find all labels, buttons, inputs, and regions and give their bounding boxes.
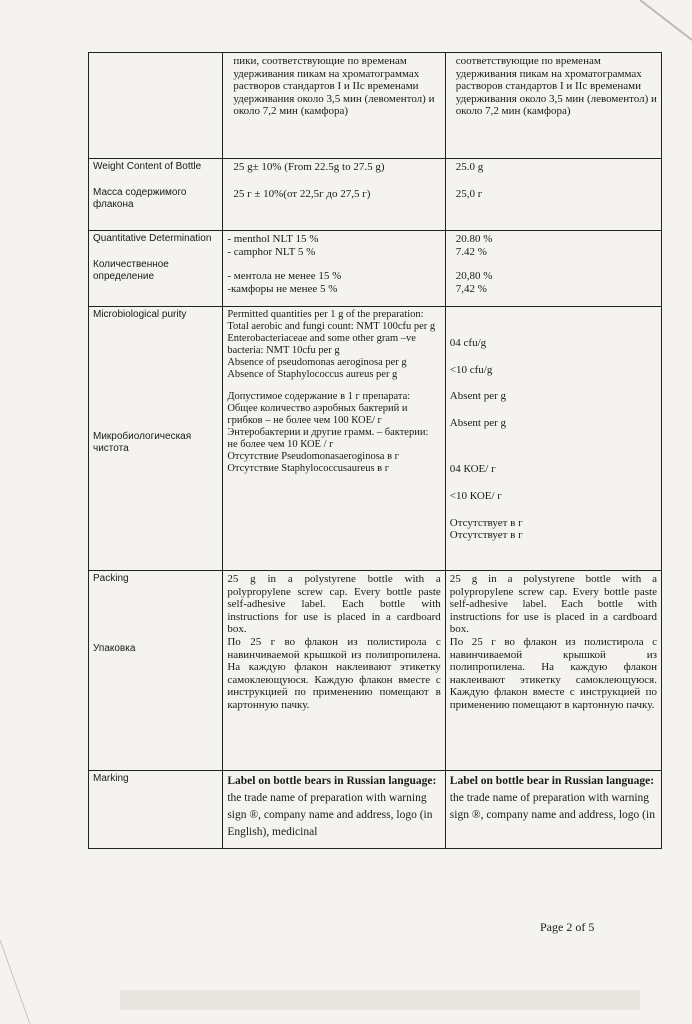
- result-en: 25 g in a polystyrene bottle with a polypropylene screw cap. Every bottle paste self-adhesive label. Each bottle with instructions for use is placed in a cardboard box.: [449, 573, 657, 636]
- spec-en-enterobacteria: Enterobacteriaceae and some other gram –ve bacteria: NMT 10cfu per g: [227, 333, 416, 356]
- spec-cell: пики, соответствующие по временам удерживания пикам на хроматограммах растворов стандартов I и IIс временами удерживания около 3,5 мин (левоментол) и около 7,2 мин (камфора): [223, 53, 445, 159]
- table-row-weight: [89, 159, 662, 231]
- label-ru: Масса содержимого флакона: [93, 187, 187, 210]
- result-bold: Label on bottle bear in Russian language:: [449, 775, 655, 787]
- label-en: Packing: [93, 573, 129, 584]
- spec-en-staphylococcus: Absence of Staphylococcus aureus per g: [227, 369, 398, 380]
- spec-en-camphor: - camphor NLT 5 %: [227, 245, 316, 258]
- label-ru: Количественное определение: [93, 259, 169, 282]
- label-ru: Упаковка: [93, 643, 136, 654]
- spec-cell: [223, 771, 445, 849]
- spec-ru-staphylococcus: Отсутствие Staphylococcusaureus в г: [227, 463, 390, 474]
- spec-text: the trade name of preparation with warning sign ®, company name and address, logo (in English), medicinal: [227, 792, 433, 838]
- spec-cell: [223, 307, 445, 571]
- result-ru: По 25 г во флакон из полистирола с навинчиваемой крышкой из полипропилена. На каждую флакон наклеивают этикетку самоклеющуюся. Каждую флакон вместе с инструкцией по применению помещают в картонную пачку.: [449, 635, 657, 711]
- result-cell: [445, 571, 661, 771]
- spec-ru-pseudomonas: Отсутствие Pseudomonasaeroginosa в г: [227, 451, 399, 462]
- table-row-continuation: [89, 53, 662, 159]
- spec-en-menthol: - menthol NLT 15 %: [227, 233, 319, 245]
- spec-ru-camphor: -камфоры не менее 5 %: [227, 282, 338, 295]
- spec-en-aerobic: Total aerobic and fungi count: NMT 100cfu per g: [227, 321, 436, 332]
- result-en-camphor: 7.42 %: [455, 245, 487, 258]
- spec-cell: [223, 159, 445, 231]
- result-ru: 25,0 г: [455, 187, 483, 200]
- spec-bold: Label on bottle bears in Russian language:: [227, 775, 437, 787]
- table-row-microbiological: [89, 307, 662, 571]
- spec-ru: 25 г ± 10%(от 22,5г до 27,5 г): [233, 187, 371, 200]
- label-en: Quantitative Determination: [93, 233, 212, 244]
- table-row-marking: [89, 771, 662, 849]
- table-row-quantitative: [89, 231, 662, 307]
- result-en-staphylococcus: Absent per g: [449, 416, 507, 429]
- spec-ru-aerobic: Общее количество аэробных бактерий и грибков – не более чем 100 КОЕ/ г: [227, 403, 408, 426]
- result-cell: [445, 159, 661, 231]
- spec-ru-intro: Допустимое содержание в 1 г препарата:: [227, 391, 411, 402]
- result-text: the trade name of preparation with warning sign ®, company name and address, logo (in: [449, 792, 655, 821]
- result-en-menthol: 20.80 %: [455, 233, 493, 245]
- result-ru-menthol: 20,80 %: [455, 270, 493, 283]
- spec-en: 25 g in a polystyrene bottle with a polypropylene screw cap. Every bottle paste self-adhesive label. Each bottle with instructions for use is placed in a cardboard box.: [227, 573, 441, 636]
- result-cell: [445, 307, 661, 571]
- result-en: 25.0 g: [455, 161, 484, 173]
- result-ru-aerobic: 04 КОЕ/ г: [449, 463, 496, 476]
- label-cell: [89, 771, 223, 849]
- spec-en-pseudomonas: Absence of pseudomonas aeroginosa per g: [227, 357, 407, 368]
- label-en: Microbiological purity: [93, 309, 187, 320]
- result-cell: [445, 771, 661, 849]
- result-en-enterobacteria: <10 cfu/g: [449, 363, 493, 376]
- result-cell: соответствующие по временам удерживания пикам на хроматограммах растворов стандартов I и IIс временами удерживания около 3,5 мин (левоментол) и около 7,2 мин (камфора): [445, 53, 661, 159]
- page-number: Page 2 of 5: [540, 920, 595, 934]
- spec-ru-menthol: - ментола не менее 15 %: [227, 270, 342, 283]
- spec-ru: По 25 г во флакон из полистирола с навинчиваемой крышкой из полипропилена. На каждую флакон наклеивают этикетку самоклеющуюся. Каждую флакон вместе с инструкцией по применению помещают в картонную пачку.: [227, 635, 441, 711]
- result-en-aerobic: 04 cfu/g: [449, 337, 487, 349]
- spec-ru-enterobacteria: Энтеробактерии и другие грамм. – бактерии: не более чем 10 КОЕ / г: [227, 427, 429, 450]
- spec-en: 25 g± 10% (From 22.5g to 27.5 g): [233, 161, 385, 173]
- result-en-pseudomonas: Absent per g: [449, 390, 507, 403]
- label-en: Marking: [93, 773, 129, 784]
- spec-en-intro: Permitted quantities per 1 g of the preparation:: [227, 309, 424, 320]
- label-cell: [89, 159, 223, 231]
- result-ru-staphylococcus: Отсутствует в г: [449, 529, 523, 542]
- label-ru: Микробиологическая чистота: [93, 431, 192, 454]
- result-ru-camphor: 7,42 %: [455, 282, 487, 295]
- result-ru-pseudomonas: Отсутствует в г: [449, 516, 523, 529]
- result-ru-enterobacteria: <10 КОЕ/ г: [449, 489, 502, 502]
- label-cell: [89, 571, 223, 771]
- table-row-packing: [89, 571, 662, 771]
- result-cell: [445, 231, 661, 307]
- label-cell: [89, 53, 223, 159]
- spec-cell: [223, 231, 445, 307]
- spec-cell: [223, 571, 445, 771]
- label-cell: [89, 231, 223, 307]
- label-en: Weight Content of Bottle: [93, 161, 202, 172]
- specification-table: [88, 52, 662, 849]
- label-cell: [89, 307, 223, 571]
